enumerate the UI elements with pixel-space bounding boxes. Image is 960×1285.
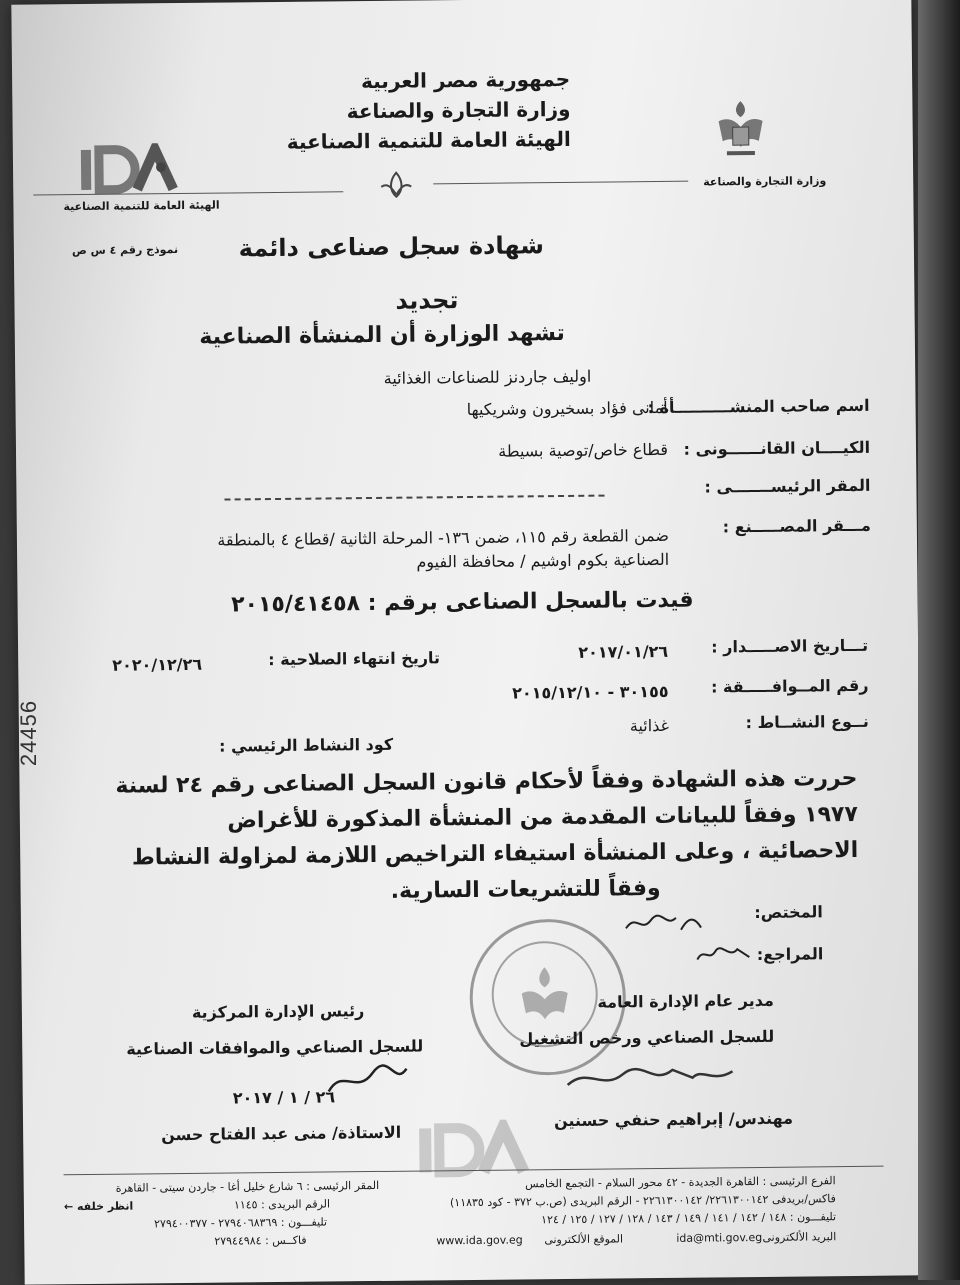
footer-hq-phone: تليفـــون : ٢٧٩٤٠٦٨٣٦٩ - ٢٧٩٤٠٠٣٧٧ bbox=[154, 1215, 328, 1231]
statement-line-4: وفقاً للتشريعات السارية. bbox=[390, 875, 661, 904]
certificate-paper bbox=[11, 0, 924, 1285]
ida-logo bbox=[75, 143, 196, 198]
legal-label: الكيــــان القانــــــونى : bbox=[683, 437, 871, 459]
footer-hq-address: المقر الرئيسى : ٦ شارع خليل أغا - جاردن سيتى - القاهرة bbox=[115, 1178, 380, 1195]
left-signatory-name: الاستاذة/ منى عبد الفتاح حسن bbox=[161, 1122, 402, 1145]
footer-website-label: الموقع الألكترونى bbox=[544, 1232, 624, 1247]
left-signatory-title-1: رئيس الإدارة المركزية bbox=[191, 1001, 365, 1022]
side-number: 24456 bbox=[16, 699, 42, 767]
statement-line-2: ١٩٧٧ وفقاً للبيانات المقدمة من المنشأة المذكورة للأغراض bbox=[227, 801, 858, 834]
approval-label: رقم المــوافـــــقة : bbox=[710, 675, 869, 697]
expiry-label: تاريخ انتهاء الصلاحية : bbox=[268, 648, 441, 670]
footer-branch-fax: فاكس/بريدفى ٢٢٦١٣٠٠١٤٢/ ٢٢٦١٣٠٠١٤٢ - الرقم البريدى (ص.ب ٣٧٢ - كود ١١٨٣٥) bbox=[449, 1192, 836, 1210]
ida-caption: الهيئة العامة للتنمية الصناعية bbox=[63, 198, 220, 214]
left-signatory-title-2: للسجل الصناعي والموافقات الصناعية bbox=[126, 1036, 424, 1059]
hq-label: المقر الرئيســـــــى : bbox=[704, 475, 871, 497]
footer-website[interactable]: www.ida.gov.eg bbox=[436, 1233, 523, 1248]
right-signatory-name: مهندس/ إبراهيم حنفي حسنين bbox=[553, 1108, 794, 1131]
owner-label: اسم صاحب المنشــــــــــأة : bbox=[647, 395, 870, 418]
footer-hq-fax: فاكــس : ٢٧٩٤٤٩٨٤ bbox=[214, 1233, 307, 1248]
hq-blank-line bbox=[225, 495, 605, 501]
ornament-icon bbox=[361, 168, 431, 201]
statement-line-1: حررت هذه الشهادة وفقاً لأحكام قانون السجل الصناعى رقم ٢٤ لسنة bbox=[115, 765, 858, 799]
ministry-title: وزارة التجارة والصناعة bbox=[346, 96, 571, 124]
specialist-label: المختص: bbox=[754, 902, 823, 923]
legal-value: قطاع خاص/توصية بسيطة bbox=[498, 439, 669, 461]
footer-see-back: انظر خلفه ← bbox=[63, 1199, 134, 1214]
issue-value: ٢٠١٧/٠١/٢٦ bbox=[578, 641, 669, 662]
factory-label: مـــقر المصـــــنع : bbox=[722, 515, 871, 537]
ministry-certifies: تشهد الوزارة أن المنشأة الصناعية bbox=[199, 320, 565, 350]
renewal-title: تجديد bbox=[395, 286, 459, 315]
eagle-emblem-icon bbox=[712, 97, 769, 168]
footer-branch-email[interactable]: ida@mti.gov.eg bbox=[676, 1230, 763, 1245]
ida-watermark-logo bbox=[413, 1119, 544, 1184]
approval-value: ٣٠١٥٥ - ٢٠١٥/١٢/١٠ bbox=[512, 681, 669, 703]
factory-value-2: الصناعية بكوم اوشيم / محافظة الفيوم bbox=[416, 549, 670, 572]
footer-branch-phone: تليفـــون : ١٤٨ / ١٤٢ / ١٤١ / ١٤٩ / ١٤٣ / ١٢٨ / ١٢٧ / ١٢٥ / ١٢٤ bbox=[541, 1210, 837, 1227]
activity-value: غذائية bbox=[629, 715, 670, 736]
issue-label: تـــاريخ الاصـــــدار : bbox=[711, 635, 869, 657]
factory-value-1: ضمن القطعة رقم ١١٥، ضمن ١٣٦- المرحلة الثانية /قطاع ٤ بالمنطقة bbox=[217, 525, 670, 550]
right-signatory-title-1: مدير عام الإدارة العامة bbox=[597, 990, 774, 1012]
company-name: اوليف جاردنز للصناعات الغذائية bbox=[383, 366, 592, 388]
expiry-value: ٢٠٢٠/١٢/٢٦ bbox=[112, 654, 203, 675]
authority-title: الهيئة العامة للتنمية الصناعية bbox=[286, 126, 571, 154]
form-number: نموذج رقم ٤ س ص bbox=[71, 243, 179, 258]
footer-hq-postal: الرقم البريدى : ١١٤٥ bbox=[233, 1197, 331, 1212]
background-edge bbox=[918, 0, 960, 1280]
left-signature bbox=[322, 1061, 412, 1106]
registry-line: قيدت بالسجل الصناعى برقم : ٢٠١٥/٤١٤٥٨ bbox=[231, 587, 694, 618]
activity-code-label: كود النشاط الرئيسي : bbox=[218, 734, 394, 756]
ministry-emblem-caption: وزارة التجارة والصناعة bbox=[703, 174, 827, 189]
footer-branch-email-label: البريد الألكترونى bbox=[762, 1230, 837, 1244]
statement-line-3: الاحصائية ، وعلى المنشأة استيفاء التراخيص اللازمة لمزاولة النشاط bbox=[131, 837, 859, 871]
reviewer-signature bbox=[693, 941, 753, 972]
right-signature bbox=[562, 1055, 742, 1101]
left-handwritten-date: ٢٦ / ١ / ٢٠١٧ bbox=[232, 1087, 336, 1108]
specialist-signature bbox=[621, 907, 711, 942]
footer-branch-address: الفرع الرئيسى : القاهرة الجديدة - ٤٢ محور السلام - التجمع الخامس bbox=[525, 1174, 836, 1191]
owner-value: أمانى فؤاد بسخيرون وشريكيها bbox=[466, 397, 668, 420]
republic-title: جمهورية مصر العربية bbox=[360, 66, 571, 94]
right-signatory-title-2: للسجل الصناعي ورخص التشغيل bbox=[519, 1026, 775, 1049]
reviewer-label: المراجع: bbox=[756, 944, 824, 964]
certificate-title: شهادة سجل صناعى دائمة bbox=[238, 231, 545, 263]
activity-label: نــوع النشــاط : bbox=[745, 711, 869, 733]
